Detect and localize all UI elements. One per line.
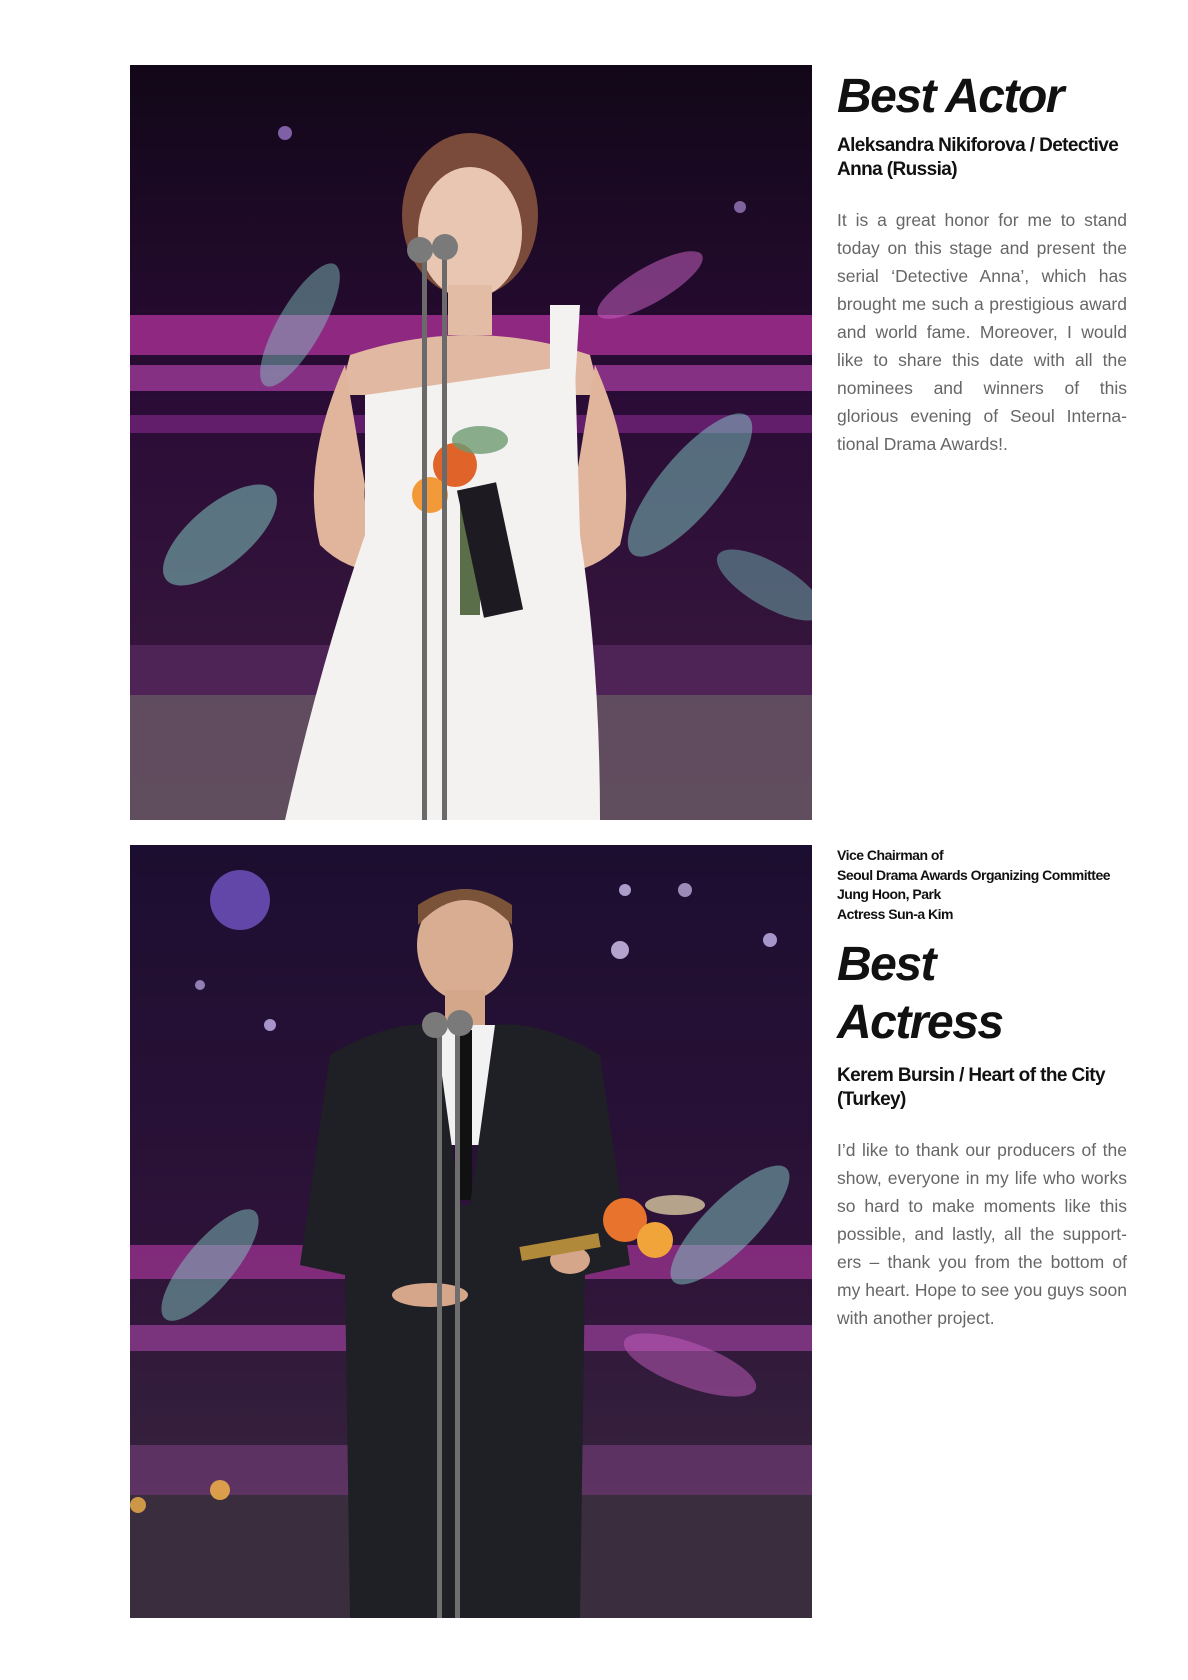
stage-photo-man [130, 845, 812, 1618]
award-photo-best-actor [130, 65, 812, 820]
winner-name: Kerem Bursin / Heart of the City (Turkey) [837, 1065, 1105, 1110]
stage-photo-woman [130, 65, 812, 820]
presenter-credits [837, 846, 1127, 924]
presenter-line: Jung Hoon, Park [837, 886, 941, 902]
winner-name: Aleksandra Nikiforova / Detective Anna (Russia) [837, 135, 1119, 180]
award-title [837, 936, 1127, 1052]
acceptance-quote: I’d like to thank our producers of the show, everyone in my life who works so hard to make moments like this possible, and lastly, all the support-ers – thank you from the bottom of my heart. Hope to see you guys soon with another project. [837, 1140, 1127, 1328]
award-photo-best-actress [130, 845, 812, 1618]
best-actor-text-block [837, 68, 1127, 458]
award-title: Best Actor [837, 70, 1063, 123]
presenter-line: Actress Sun-a Kim [837, 905, 953, 922]
award-title-line: Best [837, 938, 936, 991]
award-title-line: Actress [837, 996, 1003, 1049]
best-actress-text-block [837, 846, 1127, 1332]
presenter-line: Vice Chairman of [837, 847, 944, 863]
acceptance-quote: It is a great honor for me to stand today on this stage and present the serial ‘Detective Anna’, which has brought me such a prestigious award and world fame. Moreover, I would like to share this date with all the nominees and winners of this glorious evening of Seoul Interna-tional Drama Awards!. [837, 210, 1127, 454]
presenter-line: Seoul Drama Awards Organizing Committee [837, 866, 1111, 883]
